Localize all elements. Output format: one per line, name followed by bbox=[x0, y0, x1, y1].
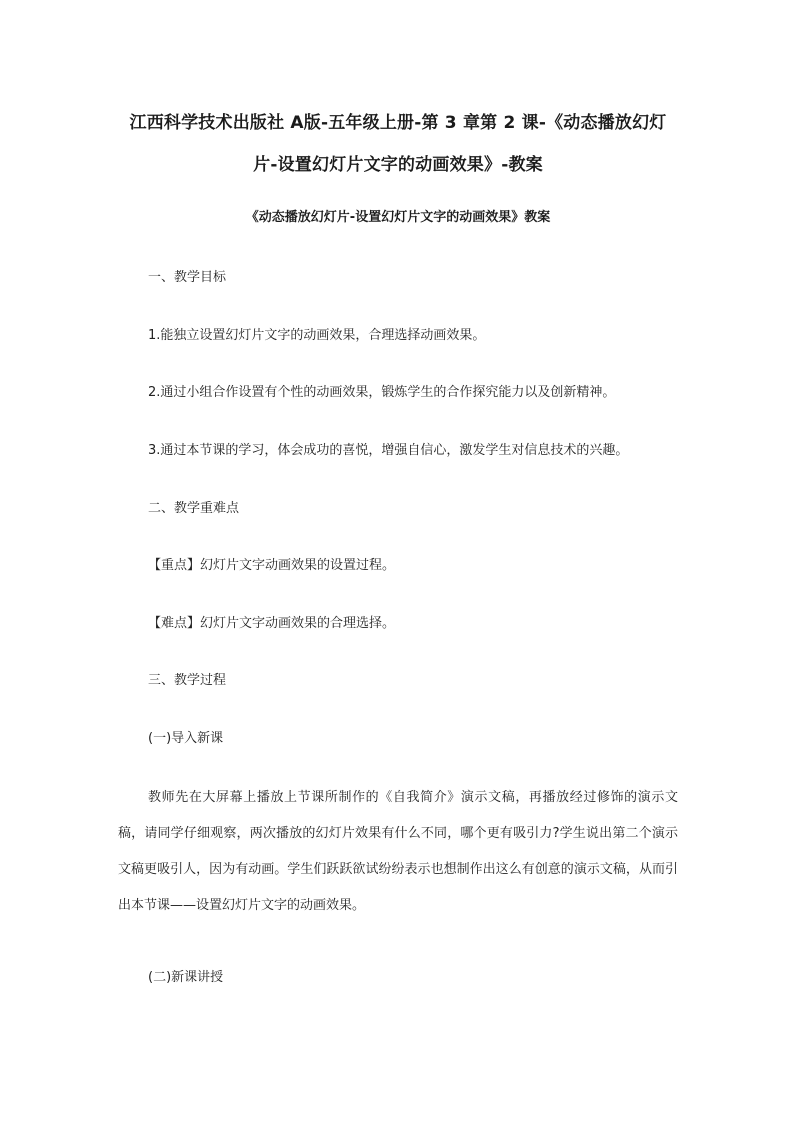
objective-item-3: 3.通过本节课的学习，体会成功的喜悦，增强自信心，激发学生对信息技术的兴趣。 bbox=[148, 443, 629, 458]
introduction-paragraph: 教师先在大屏幕上播放上节课所制作的《自我简介》演示文稿，再播放经过修饰的演示文稿，请同学仔细观察，两次播放的幻灯片效果有什么不同，哪个更有吸引力?学生说出第二个演示文稿更吸引人，因为有动画。学生们跃跃欲试纷纷表示也想制作出这么有创意的演示文稿，从而引出本节课——设置幻灯片文字的动画效果。 bbox=[118, 790, 678, 913]
step-heading-introduction: (一)导入新课 bbox=[148, 731, 224, 746]
difficult-point-text: 【难点】幻灯片文字动画效果的合理选择。 bbox=[148, 616, 396, 631]
objective-item-1: 1.能独立设置幻灯片文字的动画效果，合理选择动画效果。 bbox=[148, 328, 486, 343]
key-point-text: 【重点】幻灯片文字动画效果的设置过程。 bbox=[148, 558, 396, 573]
step-heading-new-lesson: (二)新课讲授 bbox=[148, 970, 224, 985]
section-heading-objectives: 一、教学目标 bbox=[148, 270, 227, 285]
document-title: 江西科学技术出版社 A版-五年级上册-第 3 章第 2 课-《动态播放幻灯片-设置幻灯片文字的动画效果》-教案 bbox=[129, 113, 667, 175]
document-subtitle: 《动态播放幻灯片-设置幻灯片文字的动画效果》教案 bbox=[245, 210, 551, 225]
objective-item-2: 2.通过小组合作设置有个性的动画效果，锻炼学生的合作探究能力以及创新精神。 bbox=[148, 385, 616, 400]
section-heading-key-difficult: 二、教学重难点 bbox=[148, 501, 240, 516]
section-heading-process: 三、教学过程 bbox=[148, 673, 227, 688]
